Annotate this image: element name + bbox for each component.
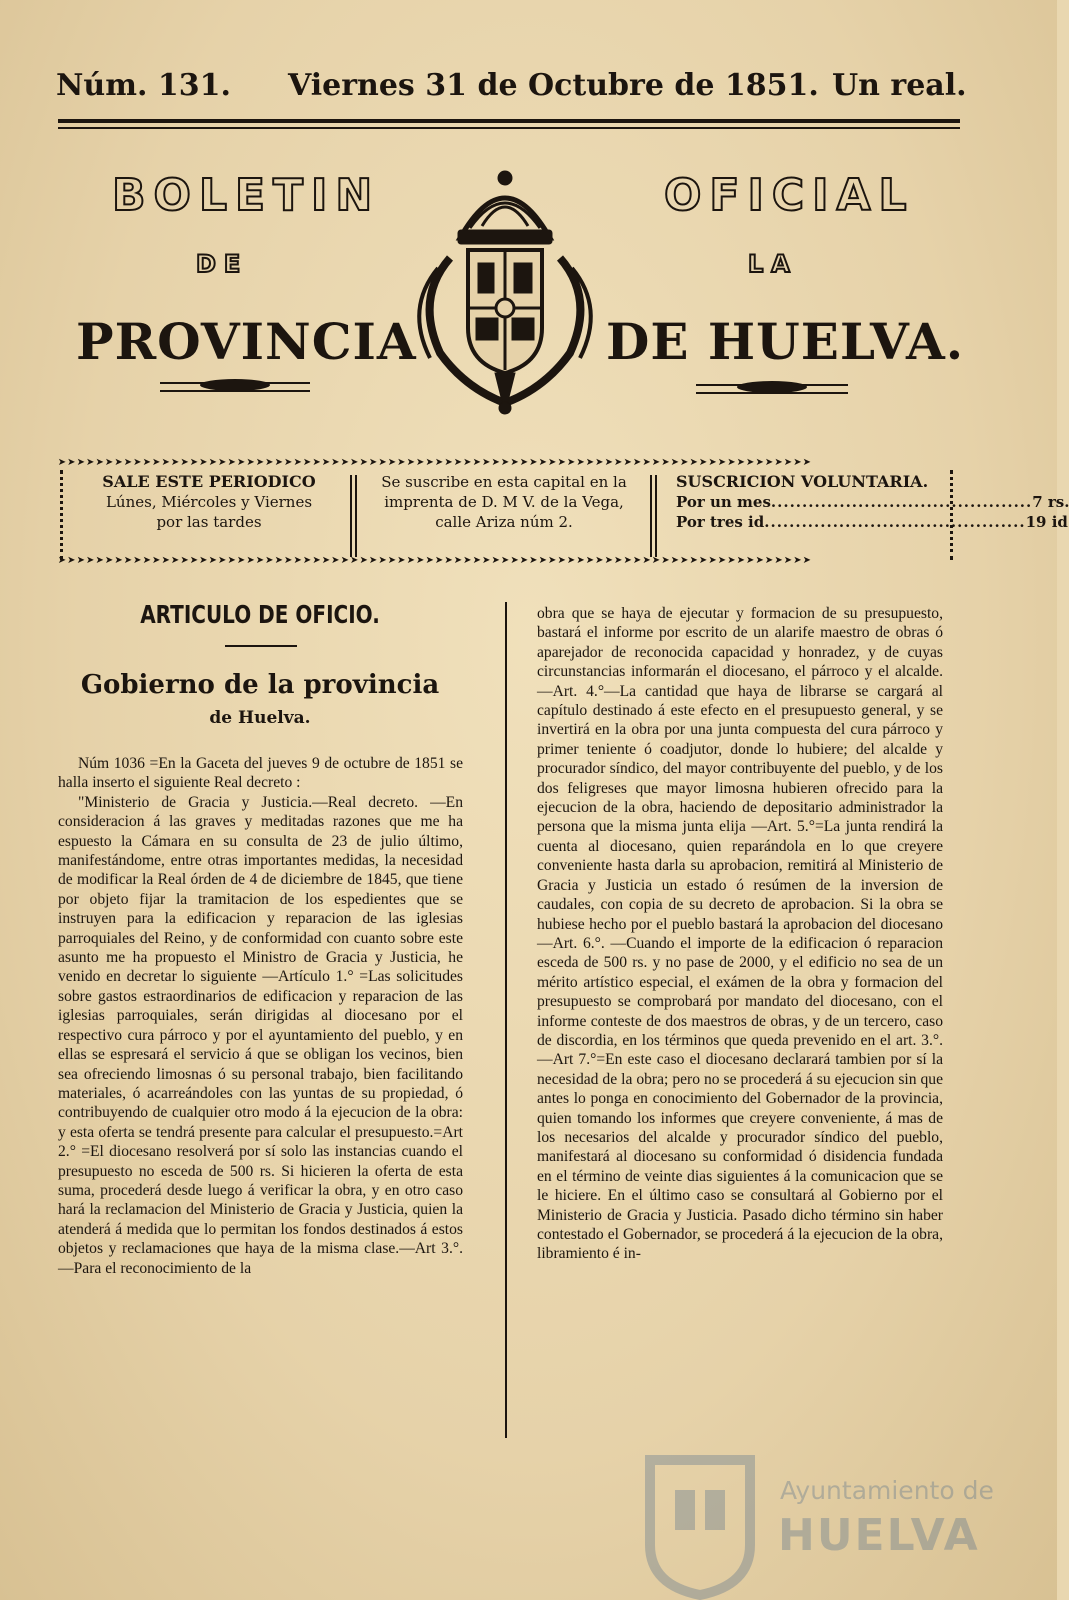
info-left-time: por las tardes: [156, 513, 262, 531]
masthead-provincia: PROVINCIA: [76, 312, 417, 371]
info-center-line1: Se suscribe en esta capital en la: [381, 473, 627, 491]
text-column-right: [537, 604, 943, 1264]
info-divider-1: [350, 475, 357, 557]
masthead-oficial: OFICIAL: [664, 170, 915, 221]
header-rule: [58, 119, 960, 123]
info-divider-2: [650, 475, 657, 557]
info-center-line3: calle Ariza núm 2.: [435, 513, 573, 531]
info-subscription-prices: [676, 472, 1069, 562]
header-rule-thin: [58, 127, 960, 129]
price-label: Por un mes: [676, 493, 771, 511]
section-rule: [225, 645, 297, 647]
masthead-ornament-right: [696, 384, 848, 394]
info-border-top: ➤➤➤➤➤➤➤➤➤➤➤➤➤➤➤➤➤➤➤➤➤➤➤➤➤➤➤➤➤➤➤➤➤➤➤➤➤➤➤➤➤➤➤➤➤➤➤➤➤➤➤➤➤➤➤➤➤➤➤➤➤➤➤➤➤➤➤➤➤➤➤➤➤➤➤➤➤➤➤➤: [58, 455, 813, 471]
archive-watermark: [640, 1450, 994, 1600]
column-divider: [505, 602, 507, 1438]
huelva-shield-icon: [640, 1450, 760, 1600]
paragraph: Núm 1036 =En la Gaceta del jueves 9 de octubre de 1851 se halla inserto el siguiente Real decreto :: [58, 755, 463, 792]
paragraph: "Ministerio de Gracia y Justicia.—Real decreto. —En consideracion á las graves y meditadas razones que me ha espuesto la Cámara en su consulta de 23 de julio último, manifestándome, entre otras importantes medidas, la necesidad de modificar la Real órden de 4 de diciembre de 1845, que tiene por objeto fijar la tramitacion de los espedientes que se instruyen para la edificacion y reparacion de las iglesias parroquiales del Reino, y de conformidad con cuanto sobre este asunto me ha propuesto el Ministro de Gracia y Justicia, he venido en decretar lo siguiente —Artículo 1.° =Las solicitudes sobre gastos estraordinarios de edificacion y reparacion de las iglesias parroquiales, serán dirigidas al diocesano por el respectivo cura párroco y por el ayuntamiento del pueblo, y en ellas se espresará el servicio á que se obligan los vecinos, bien sea ofreciendo limosnas ó su personal trabajo, bien facilitando materiales, ó acarreándoles con las yuntas de su propiedad, ó contribuyendo de cualquier otro modo á la ejecucion de la obra: y esta oferta se tendrá presente para calcular el presupuesto.=Art 2.° =El diocesano resolverá por sí solo las instancias cuando el presupuesto no esceda de 500 rs. Si hicieren la oferta de esta suma, procederá desde luego á verificar la obra, y en otro caso hará la reclamacion del Ministerio de Gracia y Justicia, quien la atenderá á medida que lo permitan los fondos destinados á estos objetos y reclamaciones que haya de la misma clase.—Art 3.°.—Para el reconocimiento de la: [58, 793, 463, 1277]
info-right-title: SUSCRICION VOLUNTARIA.: [676, 472, 929, 491]
info-border-left: [60, 470, 71, 560]
masthead-huelva: DE HUELVA.: [606, 312, 965, 371]
info-publication-days: [74, 472, 344, 562]
watermark-line2: HUELVA: [778, 1510, 980, 1561]
issue-price: Un real.: [832, 68, 967, 103]
info-subscription-place: [370, 472, 638, 562]
watermark-line1: Ayuntamiento de: [780, 1476, 994, 1505]
info-center-line2: imprenta de D. M V. de la Vega,: [384, 493, 624, 511]
price-row-month: [676, 492, 1069, 512]
leader-dots: ..........................................: [764, 513, 1026, 531]
masthead-la: LA: [748, 250, 798, 278]
price-row-three-months: [676, 512, 1068, 532]
leader-dots: ..........................................: [770, 493, 1033, 511]
text-column-left: [58, 754, 463, 1278]
issue-date: Viernes 31 de Octubre de 1851.: [288, 68, 819, 103]
info-left-title: SALE ESTE PERIODICO: [102, 472, 316, 491]
price-label: Por tres id: [676, 513, 765, 531]
masthead-boletin: BOLETIN: [112, 170, 381, 221]
info-left-days: Lúnes, Miércoles y Viernes: [105, 493, 313, 511]
article-subheading: de Huelva.: [209, 708, 311, 728]
issue-number: Núm. 131.: [56, 68, 231, 103]
info-border-bottom: ➤➤➤➤➤➤➤➤➤➤➤➤➤➤➤➤➤➤➤➤➤➤➤➤➤➤➤➤➤➤➤➤➤➤➤➤➤➤➤➤➤➤➤➤➤➤➤➤➤➤➤➤➤➤➤➤➤➤➤➤➤➤➤➤➤➤➤➤➤➤➤➤➤➤➤➤➤➤➤➤: [58, 553, 813, 569]
masthead-de: DE: [196, 250, 249, 278]
paragraph: obra que se haya de ejecutar y formacion de su presupuesto, bastará el informe por escrito de un alarife maestro de obras ó aparejador de reconocida capacidad y honradez, y de cuyas circunstancias informarán el diocesano, el párroco y el alcalde.—Art. 4.°—La cantidad que haya de librarse se cargará al capítulo destinado á este efecto en el presupuesto general, y se invertirá en la obra por una junta compuesta del cura párroco y primer teniente ó coadjutor, donde lo hubiere; del alcalde y procurador síndico, del mayor contribuyente del pueblo, y de los dos feligreses que mayor limosna hubieren ofrecido para la ejecucion de la obra, haciendo de depositario administrador la persona que la misma junta elija —Art. 5.°=La junta rendirá la cuenta al diocesano, quien reparándola en lo que creyere conveniente hasta darla su aprobacion, remitirá al Ministerio de Gracia y Justicia un estado ó resúmen de la inversion de caudales, con copia de su decreto de aprobacion. Si la obra se hubiese hecho por el pueblo bastará la aprobacion del diocesano —Art. 6.°. —Cuando el importe de la edificacion ó reparacion esceda de 500 rs. y no pase de 2000, y el edificio no sea de un mérito artístico especial, el exámen de la obra y formacion del presupuesto se comprobará por mandato del diocesano, con el informe conteste de dos maestros de obras, y de un tercero, caso de discordia, en los términos que queda prevenido en el art. 3.°.—Art 7.°=En este caso el diocesano declarará tambien por sí la necesidad de la obra; pero no se procederá á su ejecucion sin que antes lo ponga en conocimiento del Gobernador de la provincia, quien tomando los informes que creyere conveniente, á mas de los necesarios del alcalde y procurador síndico del pueblo, manifestará al diocesano su conformidad ó disidencia fundada en el término de veinte dias siguientes á la comunicacion que se le hiciere. En el último caso se consultará al Gobierno por el Ministerio de Gracia y Justicia. Pasado dicho término sin haber contestado el Gobernador, se procederá á la ejecucion de la obra, libramiento é in-: [537, 605, 943, 1263]
article-heading: Gobierno de la provincia: [80, 670, 440, 700]
price-value: 7 rs.: [1032, 493, 1069, 511]
issue-header: [56, 68, 967, 112]
royal-coat-of-arms-icon: [410, 168, 600, 418]
section-title: ARTICULO DE OFICIO.: [140, 600, 380, 629]
price-value: 19 id: [1025, 513, 1068, 531]
masthead-ornament-left: [160, 382, 310, 392]
